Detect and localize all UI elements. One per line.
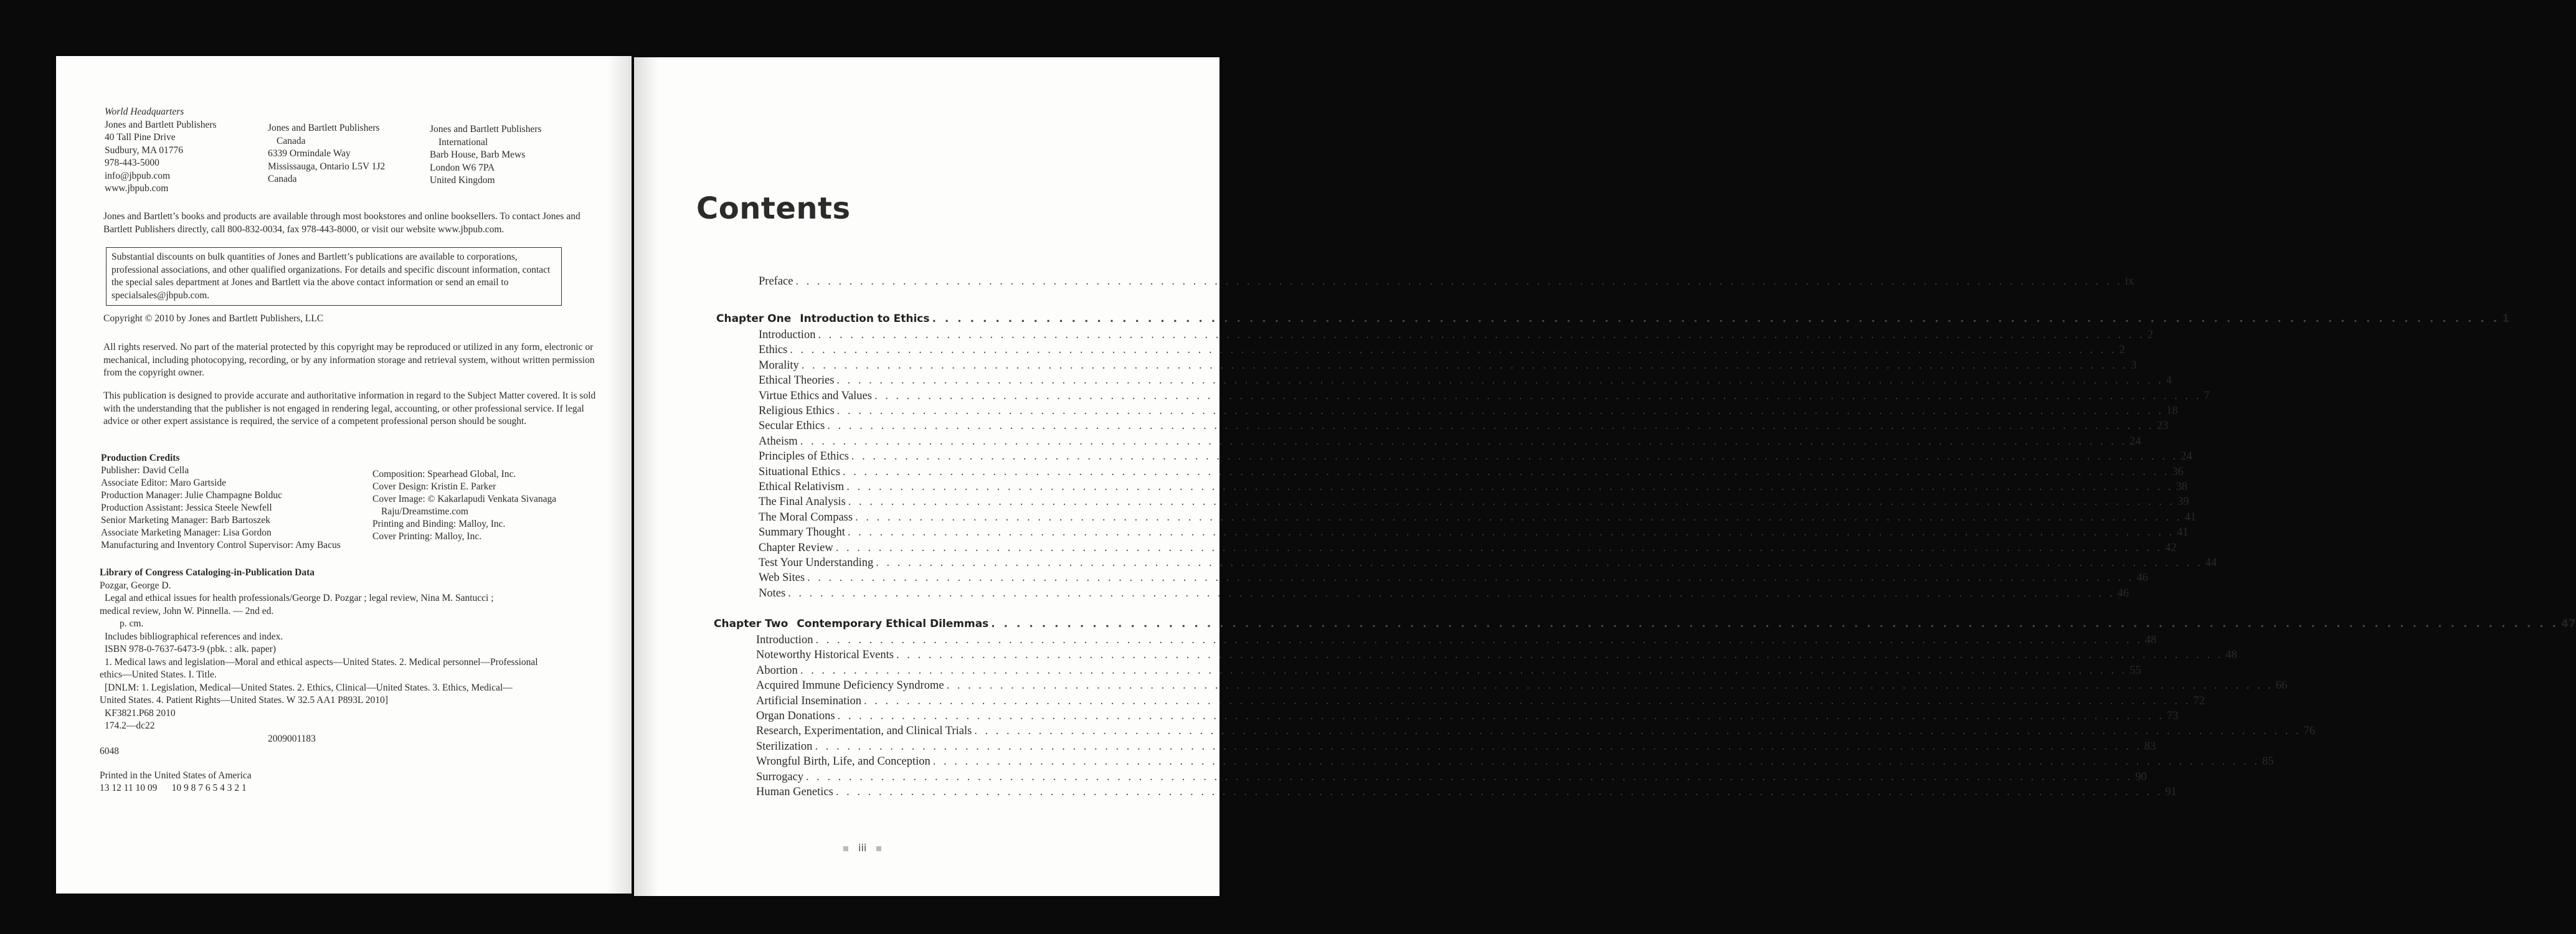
page-ref: 76 (2303, 725, 2316, 737)
cip-title: medical review, John W. Pinnella. — 2nd ed. (100, 605, 274, 616)
toc-entry-row (756, 771, 2147, 786)
page-ref: 7 (2204, 390, 2210, 402)
toc-entry-row (759, 405, 2178, 420)
dot-leader: . . . . . . . . . . . . . . . . . . . . . . . . . . . . . . . . . . . . . . . . . . . . . . . . . . . . . . . . . . . . . . . . . . . . . . . . . . . . . . . . . . . . . . . . . . . . . . . . . . . . . . . . . . . . . . . . . . . . . . . . . . . . (991, 618, 2559, 630)
page-ref: 66 (2275, 679, 2288, 692)
dot-leader: . . . . . . . . . . . . . . . . . . . . . . . . . . . . . . . . . . . . . . . . . . . . . . . . . . . . . . . . . . . . . . . . . . . . . . . . . . . . . . . . . . . . . . . . . . . . . . . . . . . . . . . . . . . . . . . . . . . . . . . . . . . . (835, 786, 2163, 798)
chapter-title: Introduction to Ethics (800, 313, 930, 325)
dot-leader: . . . . . . . . . . . . . . . . . . . . . . . . . . . . . . . . . . . . . . . . . . . . . . . . . . . . . . . . . . . . . . . . . . . . . . . . . . . . . . . . . . . . . . . . . . . . . . . . . . . . . . . . . . . . . . . . . . . . . . . . . . . . (800, 664, 2128, 677)
entry-label: Introduction (756, 634, 813, 646)
dot-leader: . . . . . . . . . . . . . . . . . . . . . . . . . . . . . . . . . . . . . . . . . . . . . . . . . . . . . . . . . . . . . . . . . . . . . . . . . . . . . . . . . . . . . . . . . . . . . . . . . . . . . . . . . . . . . . . . . . . . . . . . . . . . (864, 695, 2191, 707)
dot-leader: . . . . . . . . . . . . . . . . . . . . . . . . . . . . . . . . . . . . . . . . . . . . . . . . . . . . . . . . . . . . . . . . . . . . . . . . . . . . . . . . . . . . . . . . . . . . . . . . . . . . . . . . . . . . . . . . . . . . . . . . . . . . (932, 313, 2500, 325)
toc-entry-row (759, 435, 2141, 450)
international-address (430, 123, 542, 187)
dot-leader: . . . . . . . . . . . . . . . . . . . . . . . . . . . . . . . . . . . . . . . . . . . . . . . . . . . . . . . . . . . . . . . . . . . . . . . . . . . . . . . . . . . . . . . . . . . . . . . . . . . . . . . . . . . . . . . . . . . . . . . . . . . . (974, 725, 2301, 737)
entry-label: The Final Analysis (759, 496, 846, 508)
dot-leader: . . . . . . . . . . . . . . . . . . . . . . . . . . . . . . . . . . . . . . . . . . . . . . . . . . . . . . . . . . . . . . . . . . . . . . . . . . . . . . . . . . . . . . . . . . . . . . . . . . . . . . . . . . . . . . . . . . . . . . . . . . . . (788, 587, 2115, 600)
page-ref: 83 (2144, 740, 2156, 753)
page-ref: 72 (2193, 695, 2205, 707)
discounts-box: Substantial discounts on bulk quantities of Jones and Bartlett’s publications are available to corporations, professional associations, and other qualified organizations. For details and specific discount information, contact the special sales department at Jones and Bartlett via the above contact information or send an email to specialsales@jbpub.com. (106, 247, 562, 306)
toc-entry-row (756, 755, 2274, 770)
page-ref: 55 (2129, 664, 2141, 677)
cip-includes: Includes bibliographical references and index. (105, 631, 283, 642)
cip-code: 6048 (100, 746, 119, 757)
entry-label: Atheism (759, 435, 798, 448)
entry-label: Principles of Ethics (759, 450, 849, 463)
entry-label: Artificial Insemination (756, 695, 862, 707)
credit-line: Printing and Binding: Malloy, Inc. (372, 519, 506, 529)
entry-label: Organ Donations (756, 710, 835, 722)
dot-leader: . . . . . . . . . . . . . . . . . . . . . . . . . . . . . . . . . . . . . . . . . . . . . . . . . . . . . . . . . . . . . . . . . . . . . . . . . . . . . . . . . . . . . . . . . . . . . . . . . . . . . . . . . . . . . . . . . . . . . . . . . . . . (800, 435, 2128, 448)
cip-title: Legal and ethical issues for health professionals/George D. Pozgar ; legal review, Nina M. Santucci ; (105, 593, 494, 603)
entry-label: Secular Ethics (759, 420, 825, 432)
toc-entry-row (756, 786, 2177, 801)
credit-line: Associate Marketing Manager: Lisa Gordon (101, 527, 272, 538)
gutter-shadow (634, 57, 659, 896)
entry-label: Summary Thought (759, 526, 845, 539)
entry-label: Introduction (759, 329, 816, 341)
toc-entry-row (759, 587, 2129, 602)
cataloging-data (100, 567, 610, 795)
printing-line: 13 12 11 10 09 10 9 8 7 6 5 4 3 2 1 (100, 783, 247, 793)
toc-entry-row (756, 679, 2288, 694)
page-ref: 73 (2166, 710, 2179, 722)
page-ref: 39 (2177, 496, 2189, 508)
toc-entry-row (759, 496, 2189, 511)
cip-heading: Library of Congress Cataloging-in-Publication Data (100, 567, 315, 578)
page-ref: 24 (2129, 435, 2141, 448)
toc-entry-row (759, 557, 2217, 572)
page-ref: 2 (2119, 344, 2125, 356)
toc-entry-row (759, 526, 2189, 541)
copyright-page (56, 56, 632, 894)
address-line: Canada (268, 174, 297, 184)
page-ref: 46 (2117, 587, 2129, 600)
cip-pages: p. cm. (120, 618, 144, 629)
entry-label: Religious Ethics (759, 405, 835, 417)
dot-leader: . . . . . . . . . . . . . . . . . . . . . . . . . . . . . . . . . . . . . . . . . . . . . . . . . . . . . . . . . . . . . . . . . . . . . . . . . . . . . . . . . . . . . . . . . . . . . . . . . . . . . . . . . . . . . . . . . . . . . . . . . . . . (806, 771, 2133, 783)
toc-entry-row (756, 710, 2179, 725)
credit-line: Raju/Dreamstime.com (381, 506, 468, 517)
contents-page (634, 57, 2576, 896)
credit-line: Composition: Spearhead Global, Inc. (372, 469, 516, 479)
entry-label: Ethical Theories (759, 374, 835, 387)
entry-label: Noteworthy Historical Events (756, 649, 894, 661)
bullet-square (876, 846, 881, 851)
page-ref: 41 (2184, 511, 2196, 524)
address-line: Jones and Bartlett Publishers (268, 123, 380, 133)
dot-leader: . . . . . . . . . . . . . . . . . . . . . . . . . . . . . . . . . . . . . . . . . . . . . . . . . . . . . . . . . . . . . . . . . . . . . . . . . . . . . . . . . . . . . . . . . . . . . . . . . . . . . . . . . . . . . . . . . . . . . . . . . . . . (846, 481, 2174, 493)
toc-entry-row (756, 695, 2205, 710)
dot-leader: . . . . . . . . . . . . . . . . . . . . . . . . . . . . . . . . . . . . . . . . . . . . . . . . . . . . . . . . . . . . . . . . . . . . . . . . . . . . . . . . . . . . . . . . . . . . . . . . . . . . . . . . . . . . . . . . . . . . . . . . . . . . (874, 390, 2202, 402)
address-line: 978-443-5000 (105, 158, 159, 168)
credit-line: Production Assistant: Jessica Steele Newfell (101, 502, 272, 513)
address-line: Jones and Bartlett Publishers (430, 124, 542, 134)
address-line: Canada (277, 135, 306, 146)
address-line: Mississauga, Ontario L5V 1J2 (268, 161, 386, 172)
page-ref: 42 (2165, 542, 2177, 554)
entry-label: Web Sites (759, 572, 805, 584)
credit-line: Cover Printing: Malloy, Inc. (372, 531, 482, 542)
cip-subjects: ethics—United States. I. Title. (100, 669, 217, 680)
toc-entry-row (759, 275, 2134, 290)
address-line: United Kingdom (430, 175, 495, 186)
page-number (833, 842, 891, 854)
dot-leader: . . . . . . . . . . . . . . . . . . . . . . . . . . . . . . . . . . . . . . . . . . . . . . . . . . . . . . . . . . . . . . . . . . . . . . . . . . . . . . . . . . . . . . . . . . . . . . . . . . . . . . . . . . . . . . . . . . . . . . . . . . . . (851, 450, 2179, 463)
headquarters-heading: World Headquarters (105, 106, 184, 117)
cip-lccn: 2009001183 (268, 733, 316, 744)
cip-isbn: ISBN 978-0-7637-6473-9 (pbk. : alk. paper) (105, 644, 277, 654)
toc-entry-row (759, 466, 2184, 481)
toc-entry-row (759, 481, 2188, 496)
credit-line: Cover Design: Kristin E. Parker (372, 481, 496, 492)
toc-entry-row (756, 649, 2237, 664)
page-ref: 85 (2262, 755, 2274, 768)
credit-line: Senior Marketing Manager: Barb Bartoszek (101, 515, 271, 526)
entry-label: Research, Experimentation, and Clinical Trials (756, 725, 972, 737)
page-ref: 41 (2177, 526, 2189, 539)
rights-paragraph: All rights reserved. No part of the material protected by this copyright may be reproduced or utilized in any form, electronic or mechanical, including photocopying, recording, or by any information storage and retrieval system, without written permission from the copyright owner. (103, 342, 595, 378)
chapter-number: Chapter Two (714, 618, 788, 630)
dot-leader: . . . . . . . . . . . . . . . . . . . . . . . . . . . . . . . . . . . . . . . . . . . . . . . . . . . . . . . . . . . . . . . . . . . . . . . . . . . . . . . . . . . . . . . . . . . . . . . . . . . . . . . . . . . . . . . . . . . . . . . . . . . . (815, 740, 2142, 753)
production-credits-heading: Production Credits (101, 453, 180, 463)
page-ref: 23 (2156, 420, 2169, 432)
dot-leader: . . . . . . . . . . . . . . . . . . . . . . . . . . . . . . . . . . . . . . . . . . . . . . . . . . . . . . . . . . . . . . . . . . . . . . . . . . . . . . . . . . . . . . . . . . . . . . . . . . . . . . . . . . . . . . . . . . . . . . . . . . . . (896, 649, 2223, 661)
credit-line: Production Manager: Julie Champagne Bolduc (101, 490, 282, 501)
address-line: 40 Tall Pine Drive (105, 132, 176, 143)
toc-entry-row (759, 344, 2125, 359)
address-line: 6339 Ormindale Way (268, 148, 351, 159)
disclaimer-paragraph: This publication is designed to provide accurate and authoritative information in regard to the Subject Matter covered. It is sold with the understanding that the publisher is not engaged in rendering legal, accounting, or other professional service. If legal advice or other expert assistance is required, the service of a competent professional person should be sought. (103, 390, 596, 427)
page-ref: 1 (2502, 313, 2510, 325)
toc-entry-row (759, 374, 2172, 389)
dot-leader: . . . . . . . . . . . . . . . . . . . . . . . . . . . . . . . . . . . . . . . . . . . . . . . . . . . . . . . . . . . . . . . . . . . . . . . . . . . . . . . . . . . . . . . . . . . . . . . . . . . . . . . . . . . . . . . . . . . . . . . . . . . . (795, 275, 2123, 288)
page-ref: 38 (2176, 481, 2188, 493)
cip-dnlm: United States. 4. Patient Rights—United States. W 32.5 AA1 P893L 2010] (100, 695, 388, 705)
toc-entry-row (759, 511, 2196, 526)
toc-entry-row (759, 450, 2192, 465)
dot-leader: . . . . . . . . . . . . . . . . . . . . . . . . . . . . . . . . . . . . . . . . . . . . . . . . . . . . . . . . . . . . . . . . . . . . . . . . . . . . . . . . . . . . . . . . . . . . . . . . . . . . . . . . . . . . . . . . . . . . . . . . . . . . (818, 329, 2145, 341)
dot-leader: . . . . . . . . . . . . . . . . . . . . . . . . . . . . . . . . . . . . . . . . . . . . . . . . . . . . . . . . . . . . . . . . . . . . . . . . . . . . . . . . . . . . . . . . . . . . . . . . . . . . . . . . . . . . . . . . . . . . . . . . . . . . (847, 526, 2175, 539)
page-ref: 3 (2131, 359, 2137, 372)
page-ref: 48 (2144, 634, 2157, 646)
availability-paragraph: Jones and Bartlett’s books and products are available through most bookstores and online booksellers. To contact Jones and Bartlett Publishers directly, call 800-832-0034, fax 978-443-8000, or visit our website www.jbpub.com. (103, 211, 580, 235)
entry-label: Abortion (756, 664, 798, 677)
toc-entry-row (759, 572, 2148, 587)
entry-label: Notes (759, 587, 786, 600)
credit-line: Publisher: David Cella (101, 465, 189, 476)
dot-leader: . . . . . . . . . . . . . . . . . . . . . . . . . . . . . . . . . . . . . . . . . . . . . . . . . . . . . . . . . . . . . . . . . . . . . . . . . . . . . . . . . . . . . . . . . . . . . . . . . . . . . . . . . . . . . . . . . . . . . . . . . . . . (790, 344, 2117, 356)
toc-entry-row (759, 329, 2154, 344)
address-line: Jones and Bartlett Publishers (105, 119, 217, 130)
page-ref: 48 (2225, 649, 2237, 661)
dot-leader: . . . . . . . . . . . . . . . . . . . . . . . . . . . . . . . . . . . . . . . . . . . . . . . . . . . . . . . . . . . . . . . . . . . . . . . . . . . . . . . . . . . . . . . . . . . . . . . . . . . . . . . . . . . . . . . . . . . . . . . . . . . . (835, 542, 2163, 554)
page-number-text: iii (858, 842, 867, 854)
toc-chapter-row (714, 618, 2576, 633)
toc-entry-row (759, 542, 2177, 557)
gutter-shadow (607, 56, 632, 894)
page-ref: 46 (2136, 572, 2148, 584)
address-line: London W6 7PA (430, 162, 495, 173)
address-line: International (438, 136, 488, 148)
page-ref: 44 (2205, 557, 2217, 569)
cip-author: Pozgar, George D. (100, 580, 171, 591)
entry-label: Human Genetics (756, 786, 833, 798)
entry-label: Ethical Relativism (759, 481, 845, 493)
dot-leader: . . . . . . . . . . . . . . . . . . . . . . . . . . . . . . . . . . . . . . . . . . . . . . . . . . . . . . . . . . . . . . . . . . . . . . . . . . . . . . . . . . . . . . . . . . . . . . . . . . . . . . . . . . . . . . . . . . . . . . . . . . . . (801, 359, 2129, 372)
entry-label: Morality (759, 359, 799, 372)
entry-label: Wrongful Birth, Life, and Conception (756, 755, 930, 768)
production-credits-right (372, 468, 556, 543)
entry-label: Chapter Review (759, 542, 833, 554)
entry-label: Situational Ethics (759, 466, 841, 478)
entry-label: Test Your Understanding (759, 557, 874, 569)
dot-leader: . . . . . . . . . . . . . . . . . . . . . . . . . . . . . . . . . . . . . . . . . . . . . . . . . . . . . . . . . . . . . . . . . . . . . . . . . . . . . . . . . . . . . . . . . . . . . . . . . . . . . . . . . . . . . . . . . . . . . . . . . . . . (932, 755, 2260, 768)
canada-address (268, 122, 385, 186)
toc-entry-row (756, 725, 2316, 740)
dot-leader: . . . . . . . . . . . . . . . . . . . . . . . . . . . . . . . . . . . . . . . . . . . . . . . . . . . . . . . . . . . . . . . . . . . . . . . . . . . . . . . . . . . . . . . . . . . . . . . . . . . . . . . . . . . . . . . . . . . . . . . . . . . . (876, 557, 2203, 569)
dot-leader: . . . . . . . . . . . . . . . . . . . . . . . . . . . . . . . . . . . . . . . . . . . . . . . . . . . . . . . . . . . . . . . . . . . . . . . . . . . . . . . . . . . . . . . . . . . . . . . . . . . . . . . . . . . . . . . . . . . . . . . . . . . . (815, 634, 2143, 646)
entry-label: Preface (759, 275, 793, 288)
printed-in: Printed in the United States of America (100, 770, 252, 781)
chapter-number: Chapter One (716, 313, 792, 325)
dot-leader: . . . . . . . . . . . . . . . . . . . . . . . . . . . . . . . . . . . . . . . . . . . . . . . . . . . . . . . . . . . . . . . . . . . . . . . . . . . . . . . . . . . . . . . . . . . . . . . . . . . . . . . . . . . . . . . . . . . . . . . . . . . . (836, 405, 2164, 417)
toc-entry-row (759, 420, 2169, 435)
toc-entry-row (756, 740, 2156, 755)
toc-entry-row (756, 634, 2157, 649)
dot-leader: . . . . . . . . . . . . . . . . . . . . . . . . . . . . . . . . . . . . . . . . . . . . . . . . . . . . . . . . . . . . . . . . . . . . . . . . . . . . . . . . . . . . . . . . . . . . . . . . . . . . . . . . . . . . . . . . . . . . . . . . . . . . (836, 374, 2164, 387)
dot-leader: . . . . . . . . . . . . . . . . . . . . . . . . . . . . . . . . . . . . . . . . . . . . . . . . . . . . . . . . . . . . . . . . . . . . . . . . . . . . . . . . . . . . . . . . . . . . . . . . . . . . . . . . . . . . . . . . . . . . . . . . . . . . (827, 420, 2154, 432)
address-line: info@jbpub.com (105, 170, 171, 181)
page-ref: 18 (2166, 405, 2178, 417)
page-ref: 90 (2135, 771, 2147, 783)
contents-heading: Contents (696, 191, 851, 226)
page-ref: 2 (2147, 329, 2154, 341)
page-ref: 36 (2172, 466, 2184, 478)
bullet-square (843, 846, 848, 851)
copyright-line: Copyright © 2010 by Jones and Bartlett Publishers, LLC (103, 313, 324, 324)
credit-line: Manufacturing and Inventory Control Supervisor: Amy Bacus (101, 540, 341, 550)
credit-line: Cover Image: © Kakarlapudi Venkata Sivanaga (372, 494, 557, 504)
entry-label: Virtue Ethics and Values (759, 390, 872, 402)
dot-leader: . . . . . . . . . . . . . . . . . . . . . . . . . . . . . . . . . . . . . . . . . . . . . . . . . . . . . . . . . . . . . . . . . . . . . . . . . . . . . . . . . . . . . . . . . . . . . . . . . . . . . . . . . . . . . . . . . . . . . . . . . . . . (848, 496, 2176, 508)
production-credits-left (101, 452, 341, 552)
dot-leader: . . . . . . . . . . . . . . . . . . . . . . . . . . . . . . . . . . . . . . . . . . . . . . . . . . . . . . . . . . . . . . . . . . . . . . . . . . . . . . . . . . . . . . . . . . . . . . . . . . . . . . . . . . . . . . . . . . . . . . . . . . . . (837, 710, 2164, 722)
address-line: Barb House, Barb Mews (430, 149, 526, 160)
page-ref: 47 (2561, 618, 2576, 630)
toc-entry-row (756, 664, 2141, 679)
cip-subjects: 1. Medical laws and legislation—Moral and ethical aspects—United States. 2. Medical personnel—Professional (105, 656, 538, 667)
entry-label: Surrogacy (756, 771, 804, 783)
page-ref: 24 (2181, 450, 2192, 463)
address-line: Sudbury, MA 01776 (105, 144, 184, 156)
cip-classification: 174.2—dc22 (105, 720, 155, 731)
dot-leader: . . . . . . . . . . . . . . . . . . . . . . . . . . . . . . . . . . . . . . . . . . . . . . . . . . . . . . . . . . . . . . . . . . . . . . . . . . . . . . . . . . . . . . . . . . . . . . . . . . . . . . . . . . . . . . . . . . . . . . . . . . . . (807, 572, 2134, 584)
headquarters-address (105, 106, 217, 196)
toc-entry-row (759, 359, 2137, 374)
cip-dnlm: [DNLM: 1. Legislation, Medical—United States. 2. Ethics, Clinical—United States. 3. Ethics, Medical— (105, 682, 513, 693)
entry-label: The Moral Compass (759, 511, 853, 524)
dot-leader: . . . . . . . . . . . . . . . . . . . . . . . . . . . . . . . . . . . . . . . . . . . . . . . . . . . . . . . . . . . . . . . . . . . . . . . . . . . . . . . . . . . . . . . . . . . . . . . . . . . . . . . . . . . . . . . . . . . . . . . . . . . . (855, 511, 2182, 524)
entry-label: Acquired Immune Deficiency Syndrome (756, 679, 944, 692)
address-line: www.jbpub.com (105, 183, 169, 194)
toc-chapter-row (716, 313, 2510, 328)
dot-leader: . . . . . . . . . . . . . . . . . . . . . . . . . . . . . . . . . . . . . . . . . . . . . . . . . . . . . . . . . . . . . . . . . . . . . . . . . . . . . . . . . . . . . . . . . . . . . . . . . . . . . . . . . . . . . . . . . . . . . . . . . . . . (843, 466, 2170, 478)
entry-label: Ethics (759, 344, 788, 356)
dot-leader: . . . . . . . . . . . . . . . . . . . . . . . . . . . . . . . . . . . . . . . . . . . . . . . . . . . . . . . . . . . . . . . . . . . . . . . . . . . . . . . . . . . . . . . . . . . . . . . . . . . . . . . . . . . . . . . . . . . . . . . . . . . . (946, 679, 2273, 692)
credit-line: Associate Editor: Maro Gartside (101, 478, 227, 488)
page-ref: ix (2124, 275, 2134, 288)
cip-call-number: KF3821.P68 2010 (105, 707, 176, 719)
page-ref: 91 (2165, 786, 2177, 798)
chapter-title: Contemporary Ethical Dilemmas (797, 618, 989, 630)
toc-entry-row (759, 390, 2210, 405)
entry-label: Sterilization (756, 740, 813, 753)
page-ref: 4 (2166, 374, 2172, 387)
